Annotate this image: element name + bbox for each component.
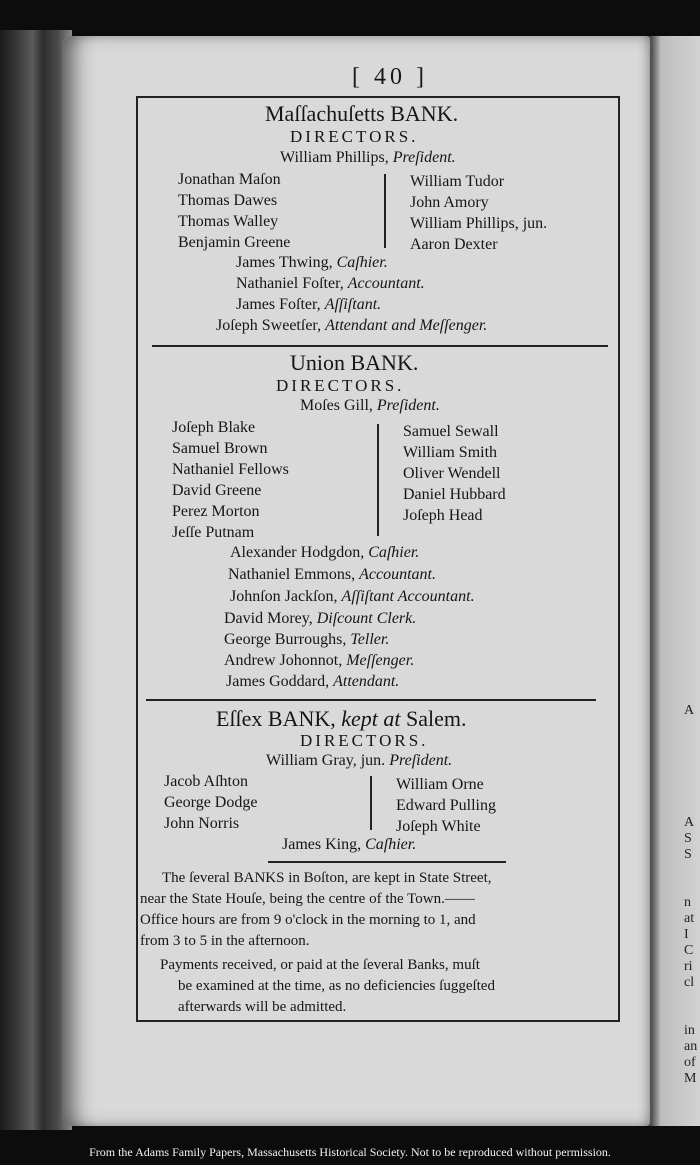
director-name: Jacob Aſhton [164,773,248,790]
director-name: Joſeph Head [403,507,483,524]
director-name: Perez Morton [172,503,260,520]
left-directors-column [178,169,290,253]
column-divider [377,424,379,536]
officer-line: James King, Caſhier. [282,836,417,853]
officer-line: Joſeph Sweetſer, Attendant and Meſſenger. [216,317,488,334]
president-line [300,397,440,415]
director-name: William Phillips, jun. [410,215,548,232]
page-number: [ 40 ] [352,64,428,90]
director-name: William Smith [403,444,498,461]
officer-line: James Foſter, Aſſiſtant. [236,296,382,313]
director-name: Thomas Dawes [178,192,278,209]
section-divider [146,699,596,701]
director-name: David Greene [172,482,262,499]
director-name: Joſeph Blake [172,419,256,436]
notice-line: The ſeveral BANKS in Boſton, are kept in State Street, [162,870,492,886]
left-directors-column [172,417,289,543]
director-name: Jeſſe Putnam [172,524,255,541]
president-name: William Gray, jun. [266,752,386,769]
director-name: Oliver Wendell [403,465,501,482]
bank-title-essex: Eſſex BANK, kept at Salem. [216,706,467,731]
director-name: Nathaniel Fellows [172,461,289,478]
director-name: William Orne [396,776,484,793]
notice-line: from 3 to 5 in the afternoon. [140,933,310,949]
director-name: Aaron Dexter [410,236,498,253]
director-name: Edward Pulling [396,797,496,814]
director-name: John Norris [164,815,240,832]
president-role: Preſident. [392,149,456,166]
left-directors-column [164,771,257,834]
officer-line: Nathaniel Foſter, Accountant. [236,275,425,292]
bank-title-union: Union BANK. [290,350,419,375]
officer-line: James Thwing, Caſhier. [236,254,388,271]
director-name: Jonathan Maſon [178,171,281,188]
president-line [280,149,456,167]
director-name: Thomas Walley [178,213,279,230]
notice-line: be examined at the time, as no deficiencies ſuggeſted [178,978,495,994]
facing-page-letter: I [684,927,689,942]
officer-line: David Morey, Diſcount Clerk. [224,610,417,627]
facing-page-letter: ri [684,959,693,974]
facing-page-letter: S [684,831,692,846]
president-name: William Phillips, [280,149,389,166]
officer-line: Johnſon Jackſon, Aſſiſtant Accountant. [230,588,475,605]
notice-line: near the State Houſe, being the centre of the Town.—— [140,891,475,907]
directors-heading: DIRECTORS. [290,127,419,146]
column-divider [384,174,386,248]
facing-page-letter: S [684,847,692,862]
facing-page-letter: of [684,1055,696,1070]
right-directors-column [396,774,496,837]
notice-line: Office hours are from 9 o'clock in the morning to 1, and [140,912,476,928]
president-role: Preſident. [376,397,440,414]
facing-page-letter: n [684,895,691,910]
director-name: John Amory [410,194,489,211]
short-rule [268,861,506,863]
bank-title-massachusetts: Maſſachuſetts BANK. [265,101,459,126]
facing-page-letter: at [684,911,695,926]
officer-line: James Goddard, Attendant. [226,673,400,690]
president-name: Moſes Gill, [300,397,373,414]
director-name: William Tudor [410,173,505,190]
facing-page-letter: C [684,943,694,958]
directors-heading: DIRECTORS. [276,376,405,395]
president-line [266,752,452,770]
right-directors-column [410,171,547,255]
right-directors-column [403,421,506,526]
notice-line: afterwards will be admitted. [178,999,347,1015]
president-role: Preſident. [389,752,453,769]
facing-page-letter: M [684,1071,697,1086]
director-name: Joſeph White [396,818,481,835]
officer-line: Nathaniel Emmons, Accountant. [228,566,436,583]
facing-page-letter: A [684,815,695,830]
facing-page-letter: A [684,703,695,718]
director-name: Benjamin Greene [178,234,291,251]
notice-line: Payments received, or paid at the ſeveral Banks, muſt [160,957,480,973]
director-name: Samuel Sewall [403,423,499,440]
director-name: Samuel Brown [172,440,268,457]
director-name: Daniel Hubbard [403,486,506,503]
archive-caption: From the Adams Family Papers, Massachusetts Historical Society. Not to be reproduced without permission. [89,1145,611,1159]
facing-page-letter: in [684,1023,695,1038]
director-name: George Dodge [164,794,258,811]
officer-line: Andrew Johonnot, Meſſenger. [224,652,415,669]
column-divider [370,776,372,830]
facing-page-letter: cl [684,975,695,990]
directors-heading: DIRECTORS. [300,731,429,750]
officer-line: Alexander Hodgdon, Caſhier. [230,544,420,561]
facing-page-letter: an [684,1039,698,1054]
officer-line: George Burroughs, Teller. [224,631,390,648]
section-divider [152,345,608,347]
